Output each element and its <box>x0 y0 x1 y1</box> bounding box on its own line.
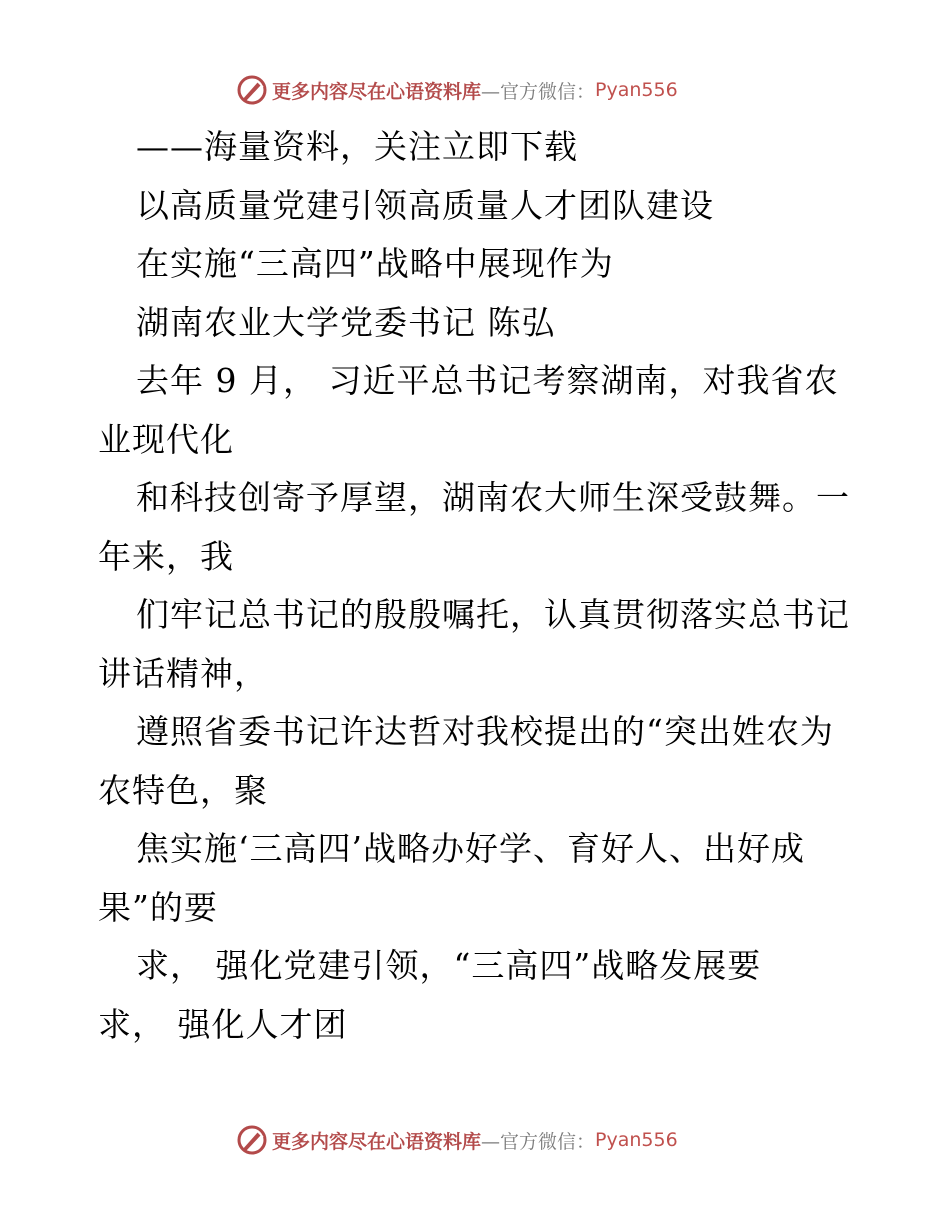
text-line: 焦实施‘三高四’战略办好学、育好人、出好成 <box>136 829 805 868</box>
text-line: 讲话精神， <box>98 653 268 693</box>
text-line: 年来，我 <box>98 536 234 576</box>
text-line: 湖南农业大学党委书记 陈弘 <box>136 302 556 342</box>
text-line: 求， 强化人才团 <box>98 1004 348 1044</box>
watermark-main-text: 更多内容尽在心语资料库 <box>272 1130 482 1153</box>
watermark-header <box>236 72 716 108</box>
watermark-sub-text: —官方微信： <box>481 80 596 103</box>
text-line: 遵照省委书记许达哲对我校提出的“突出姓农为 <box>136 712 834 751</box>
text-line: 业现代化 <box>98 419 234 459</box>
document-body <box>98 118 858 1054</box>
text-line: 求， 强化党建引领，“三高四”战略发展要 <box>136 946 762 985</box>
watermark-wechat-id: Pyan556 <box>595 1129 678 1151</box>
text-line: 以高质量党建引领高质量人才团队建设 <box>136 185 714 225</box>
watermark-sub-text: —官方微信： <box>481 1130 596 1153</box>
text-line: 和科技创寄予厚望，湖南农大师生深受鼓舞。一 <box>136 478 850 517</box>
text-line: ——海量资料，关注立即下载 <box>136 127 578 166</box>
text-line: 们牢记总书记的殷殷嘱托，认真贯彻落实总书记 <box>136 595 850 634</box>
quill-logo-icon <box>236 74 268 106</box>
quill-logo-icon <box>236 1124 268 1156</box>
watermark-footer <box>236 1122 716 1158</box>
text-line: 果”的要 <box>98 887 218 927</box>
watermark-wechat-id: Pyan556 <box>595 79 678 101</box>
text-line: 农特色，聚 <box>98 770 268 810</box>
text-line: 去年 9 月， 习近平总书记考察湖南，对我省农 <box>136 361 839 400</box>
watermark-main-text: 更多内容尽在心语资料库 <box>272 80 482 103</box>
text-line: 在实施“三高四”战略中展现作为 <box>136 244 614 283</box>
